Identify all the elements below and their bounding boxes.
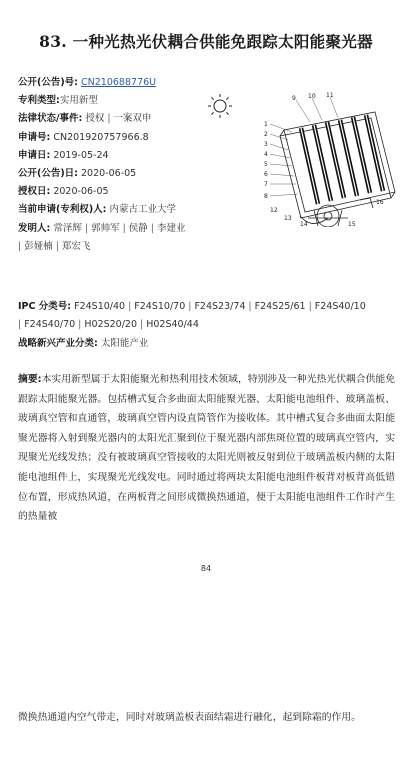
applicant-value: 内蒙古工业大学 (109, 204, 177, 216)
drawing-label: 9 (292, 95, 296, 102)
patent-type-value: 实用新型 (59, 95, 98, 107)
app-no-label: 申请号: (18, 131, 51, 143)
inventor: 常泽辉 (53, 222, 82, 234)
ipc-code: F24S40/10 (314, 301, 366, 312)
drawing-label: 6 (264, 171, 268, 178)
legal-status-value: 授权 (85, 113, 105, 125)
inventors-row-cont: | 彭娅楠 | 郑宏飞 (18, 240, 91, 252)
ipc-code: H02S20/20 (84, 319, 138, 331)
page-title: 83. 一种光热光伏耦合供能免跟踪太阳能聚光器 (39, 32, 373, 51)
page-number: 84 (200, 564, 212, 573)
ipc-code: F24S10/70 (134, 301, 186, 312)
drawing-label: 14 (300, 221, 308, 227)
drawing-label: 15 (348, 221, 356, 227)
inventor: 李建业 (157, 222, 186, 234)
abstract (18, 370, 395, 527)
ipc-block (18, 298, 408, 353)
inventors-row: 发明人: 常泽辉 | 郭帅军 | 侯静 | 李建业 (18, 222, 186, 234)
abstract-label: 摘要: (18, 374, 42, 385)
ipc-code: F24S23/74 (194, 301, 246, 312)
app-date-value: 2019-05-24 (53, 149, 109, 161)
legal-status-row: 法律状态/事件: 授权 | 一案双申 (18, 113, 152, 125)
ipc-label: IPC 分类号: (18, 301, 72, 312)
app-no-value: CN201920757966.8 (53, 131, 149, 143)
inventor: 侯静 (128, 222, 148, 234)
drawing-label: 13 (284, 215, 292, 222)
patent-drawing (200, 92, 405, 227)
grant-date-label: 授权日: (18, 186, 51, 198)
ipc-code: F24S10/40 (74, 301, 126, 312)
drawing-label: 10 (308, 93, 316, 100)
industry-label: 战略新兴产业分类: (18, 337, 98, 349)
ipc-code: F24S40/70 (24, 319, 76, 331)
drawing-label: 12 (270, 207, 278, 214)
legal-event-value: 一案双申 (113, 113, 152, 125)
pub-date-label: 公开(公告)日: (18, 167, 78, 179)
pub-no-label: 公开(公告)号: (18, 77, 78, 88)
inventors-label: 发明人: (18, 222, 51, 234)
industry-value: 太阳能产业 (100, 337, 149, 349)
drawing-label: 16 (376, 199, 384, 206)
drawing-label: 4 (264, 151, 268, 158)
grant-date-value: 2020-06-05 (53, 186, 109, 198)
sun-icon (208, 94, 232, 118)
drawing-label: 5 (264, 161, 268, 168)
abstract-text: 本实用新型属于太阳能聚光和热利用技术领域，特别涉及一种光热光伏耦合供能免跟踪太阳能聚光器。包括槽式复合多曲面太阳能聚光器、太阳能电池组件、玻璃盖板、玻璃真空管和直通管，玻璃真空管内设直筒管作为接收体。其中槽式复合多曲面太阳能聚光器将入射到聚光器内的太阳光汇聚到位于聚光器内部焦斑位置的玻璃真空管内，实现聚光光线发热；没有被玻璃真空管接收的太阳光则被反射到位于玻璃盖板内侧的太阳能电池组件上，实现聚光光线发电。同时通过将两块太阳能电池组件板背对板背高低错位布置，形成热风道，在两板背之间形成微换热通道，便于太阳能电池组件工作时产生的热量被 (18, 374, 396, 523)
inventor: 郑宏飞 (61, 240, 91, 252)
pub-no-row (18, 74, 268, 92)
drawing-label: 8 (264, 193, 268, 200)
drawing-label: 3 (264, 141, 268, 148)
industry-row (18, 335, 408, 353)
ipc-line-2: | F24S40/70 | H02S20/20 | H02S40/44 (18, 319, 199, 331)
ipc-code: F24S25/61 (254, 301, 306, 312)
ipc-code: H02S40/44 (146, 319, 199, 331)
drawing-label: 7 (264, 181, 268, 188)
pub-no-link[interactable]: CN210688776U (81, 77, 157, 88)
pub-date-value: 2020-06-05 (81, 167, 137, 179)
drawing-label: 1 (264, 121, 268, 128)
inventor: 郭帅军 (91, 222, 120, 234)
collector-array-icon (280, 112, 395, 227)
drawing-label: 2 (264, 131, 268, 138)
abstract-continued: 微换热通道内空气带走，同时对玻璃盖板表面结霜进行融化，起到除霜的作用。 (18, 712, 361, 723)
patent-type-label: 专利类型: (18, 95, 60, 107)
drawing-label: 11 (326, 92, 334, 99)
ipc-line-1: IPC 分类号: F24S10/40 | F24S10/70 | F24S23/74 | F24S25/61 | F24S40/10 (18, 301, 366, 312)
applicant-label: 当前申请(专利权)人: (18, 204, 107, 216)
inventor: 彭娅楠 (24, 240, 53, 252)
app-date-label: 申请日: (18, 149, 51, 161)
legal-status-label: 法律状态/事件: (18, 113, 83, 125)
